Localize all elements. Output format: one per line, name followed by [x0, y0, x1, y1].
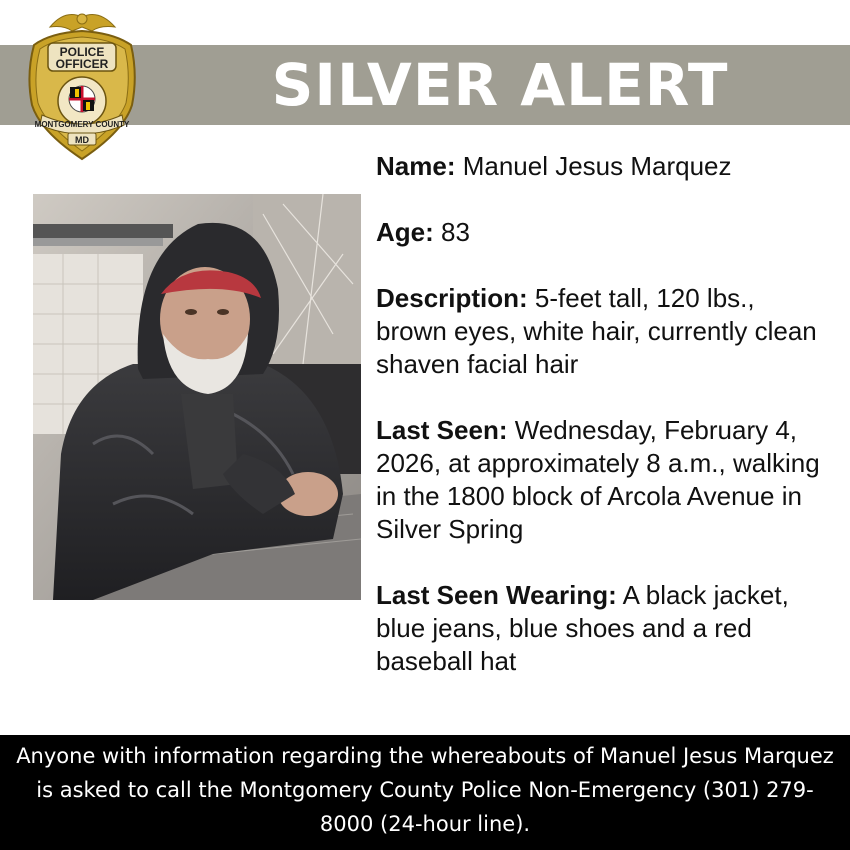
badge-text-police: POLICE	[59, 45, 105, 59]
contact-footer	[0, 735, 850, 850]
badge-text-officer: OFFICER	[55, 57, 109, 71]
description-value: 5-feet tall, 120 lbs., brown eyes, white hair, currently clean shaven facial hair	[376, 283, 817, 379]
age-row	[376, 216, 831, 249]
name-value: Manuel Jesus Marquez	[462, 151, 732, 181]
age-label: Age:	[376, 217, 434, 247]
name-row	[376, 150, 831, 183]
last-seen-wearing-row	[376, 579, 831, 678]
description-row	[376, 282, 831, 381]
name-label: Name:	[376, 151, 456, 181]
last-seen-wearing-label: Last Seen Wearing:	[376, 580, 617, 610]
age-value: 83	[441, 217, 470, 247]
last-seen-wearing-value: A black jacket, blue jeans, blue shoes and a red baseball hat	[376, 580, 789, 676]
person-details	[376, 150, 831, 711]
last-seen-row	[376, 414, 831, 546]
badge-text-state: MD	[75, 135, 89, 145]
last-seen-value: Wednesday, February 4, 2026, at approximately 8 a.m., walking in the 1800 block of Arcola Avenue in Silver Spring	[376, 415, 820, 544]
badge-text-county: MONTGOMERY COUNTY	[34, 120, 130, 129]
description-label: Description:	[376, 283, 528, 313]
missing-person-photo	[33, 194, 361, 600]
police-badge-logo	[20, 5, 145, 163]
last-seen-label: Last Seen:	[376, 415, 508, 445]
alert-title: SILVER ALERT	[271, 51, 729, 119]
contact-instructions: Anyone with information regarding the whereabouts of Manuel Jesus Marquez is asked to call the Montgomery County Police Non-Emergency (301) 279-8000 (24-hour line).	[16, 744, 834, 836]
